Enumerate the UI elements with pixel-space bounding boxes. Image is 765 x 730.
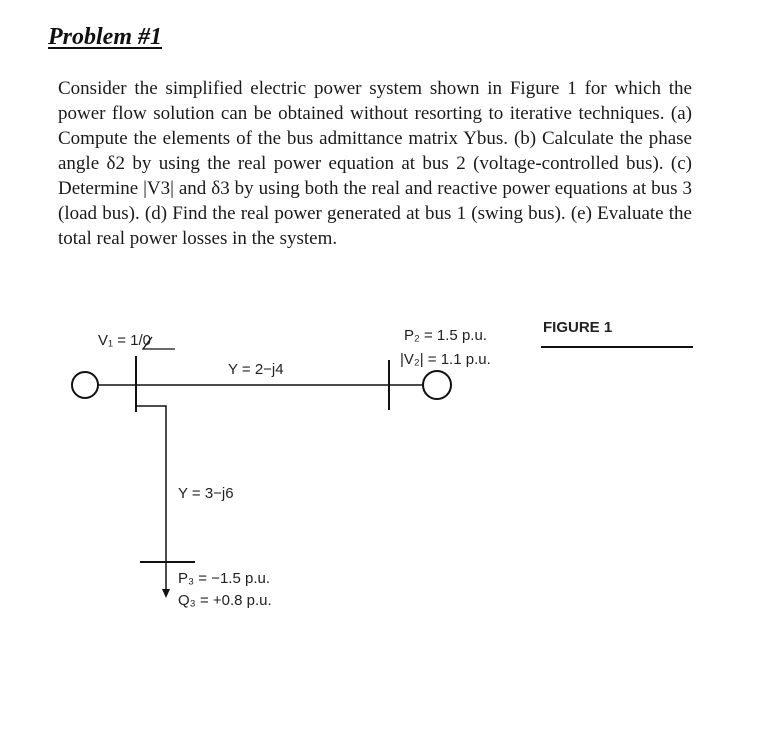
bus3-reactive-label: Q₃ = +0.8 p.u. — [178, 592, 272, 609]
sentence-part-d: (d) Find the real power generated at bus 1 (swing bus). — [144, 203, 571, 224]
line-1-3-admittance-label: Y = 3−j6 — [178, 485, 234, 502]
line-1-3 — [136, 406, 166, 562]
sentence-part-a: (a) Compute the elements of the bus admittance matrix Ybus. — [58, 103, 692, 149]
sentence-part-c: (c) Determine |V3| and δ3 by using both the real and reactive power equations at bus 3 (load bus). — [58, 153, 692, 224]
load-arrow-icon — [162, 589, 170, 598]
problem-title: Problem #1 — [48, 24, 162, 50]
generator-bus1-icon — [72, 372, 98, 398]
sentence-part-e: (e) Evaluate the total real power losses in the system. — [58, 203, 692, 249]
bus2-voltage-label: |V₂| = 1.1 p.u. — [400, 351, 491, 368]
figure-label: FIGURE 1 — [543, 319, 613, 336]
bus2-power-label: P₂ = 1.5 p.u. — [404, 327, 487, 344]
sentence-part-b: (b) Calculate the phase angle δ2 by using the real power equation at bus 2 (voltage-controlled bus). — [58, 128, 692, 174]
bus3-power-label: P₃ = −1.5 p.u. — [178, 570, 271, 587]
sentence-intro: Consider the simplified electric power system shown in Figure 1 for which the power flow solution can be obtained without resorting to iterative techniques. — [58, 78, 692, 124]
bus1-voltage-label: V₁ = 1/0 — [98, 332, 152, 349]
line-1-2-admittance-label: Y = 2−j4 — [228, 361, 284, 378]
generator-bus2-icon — [423, 371, 451, 399]
